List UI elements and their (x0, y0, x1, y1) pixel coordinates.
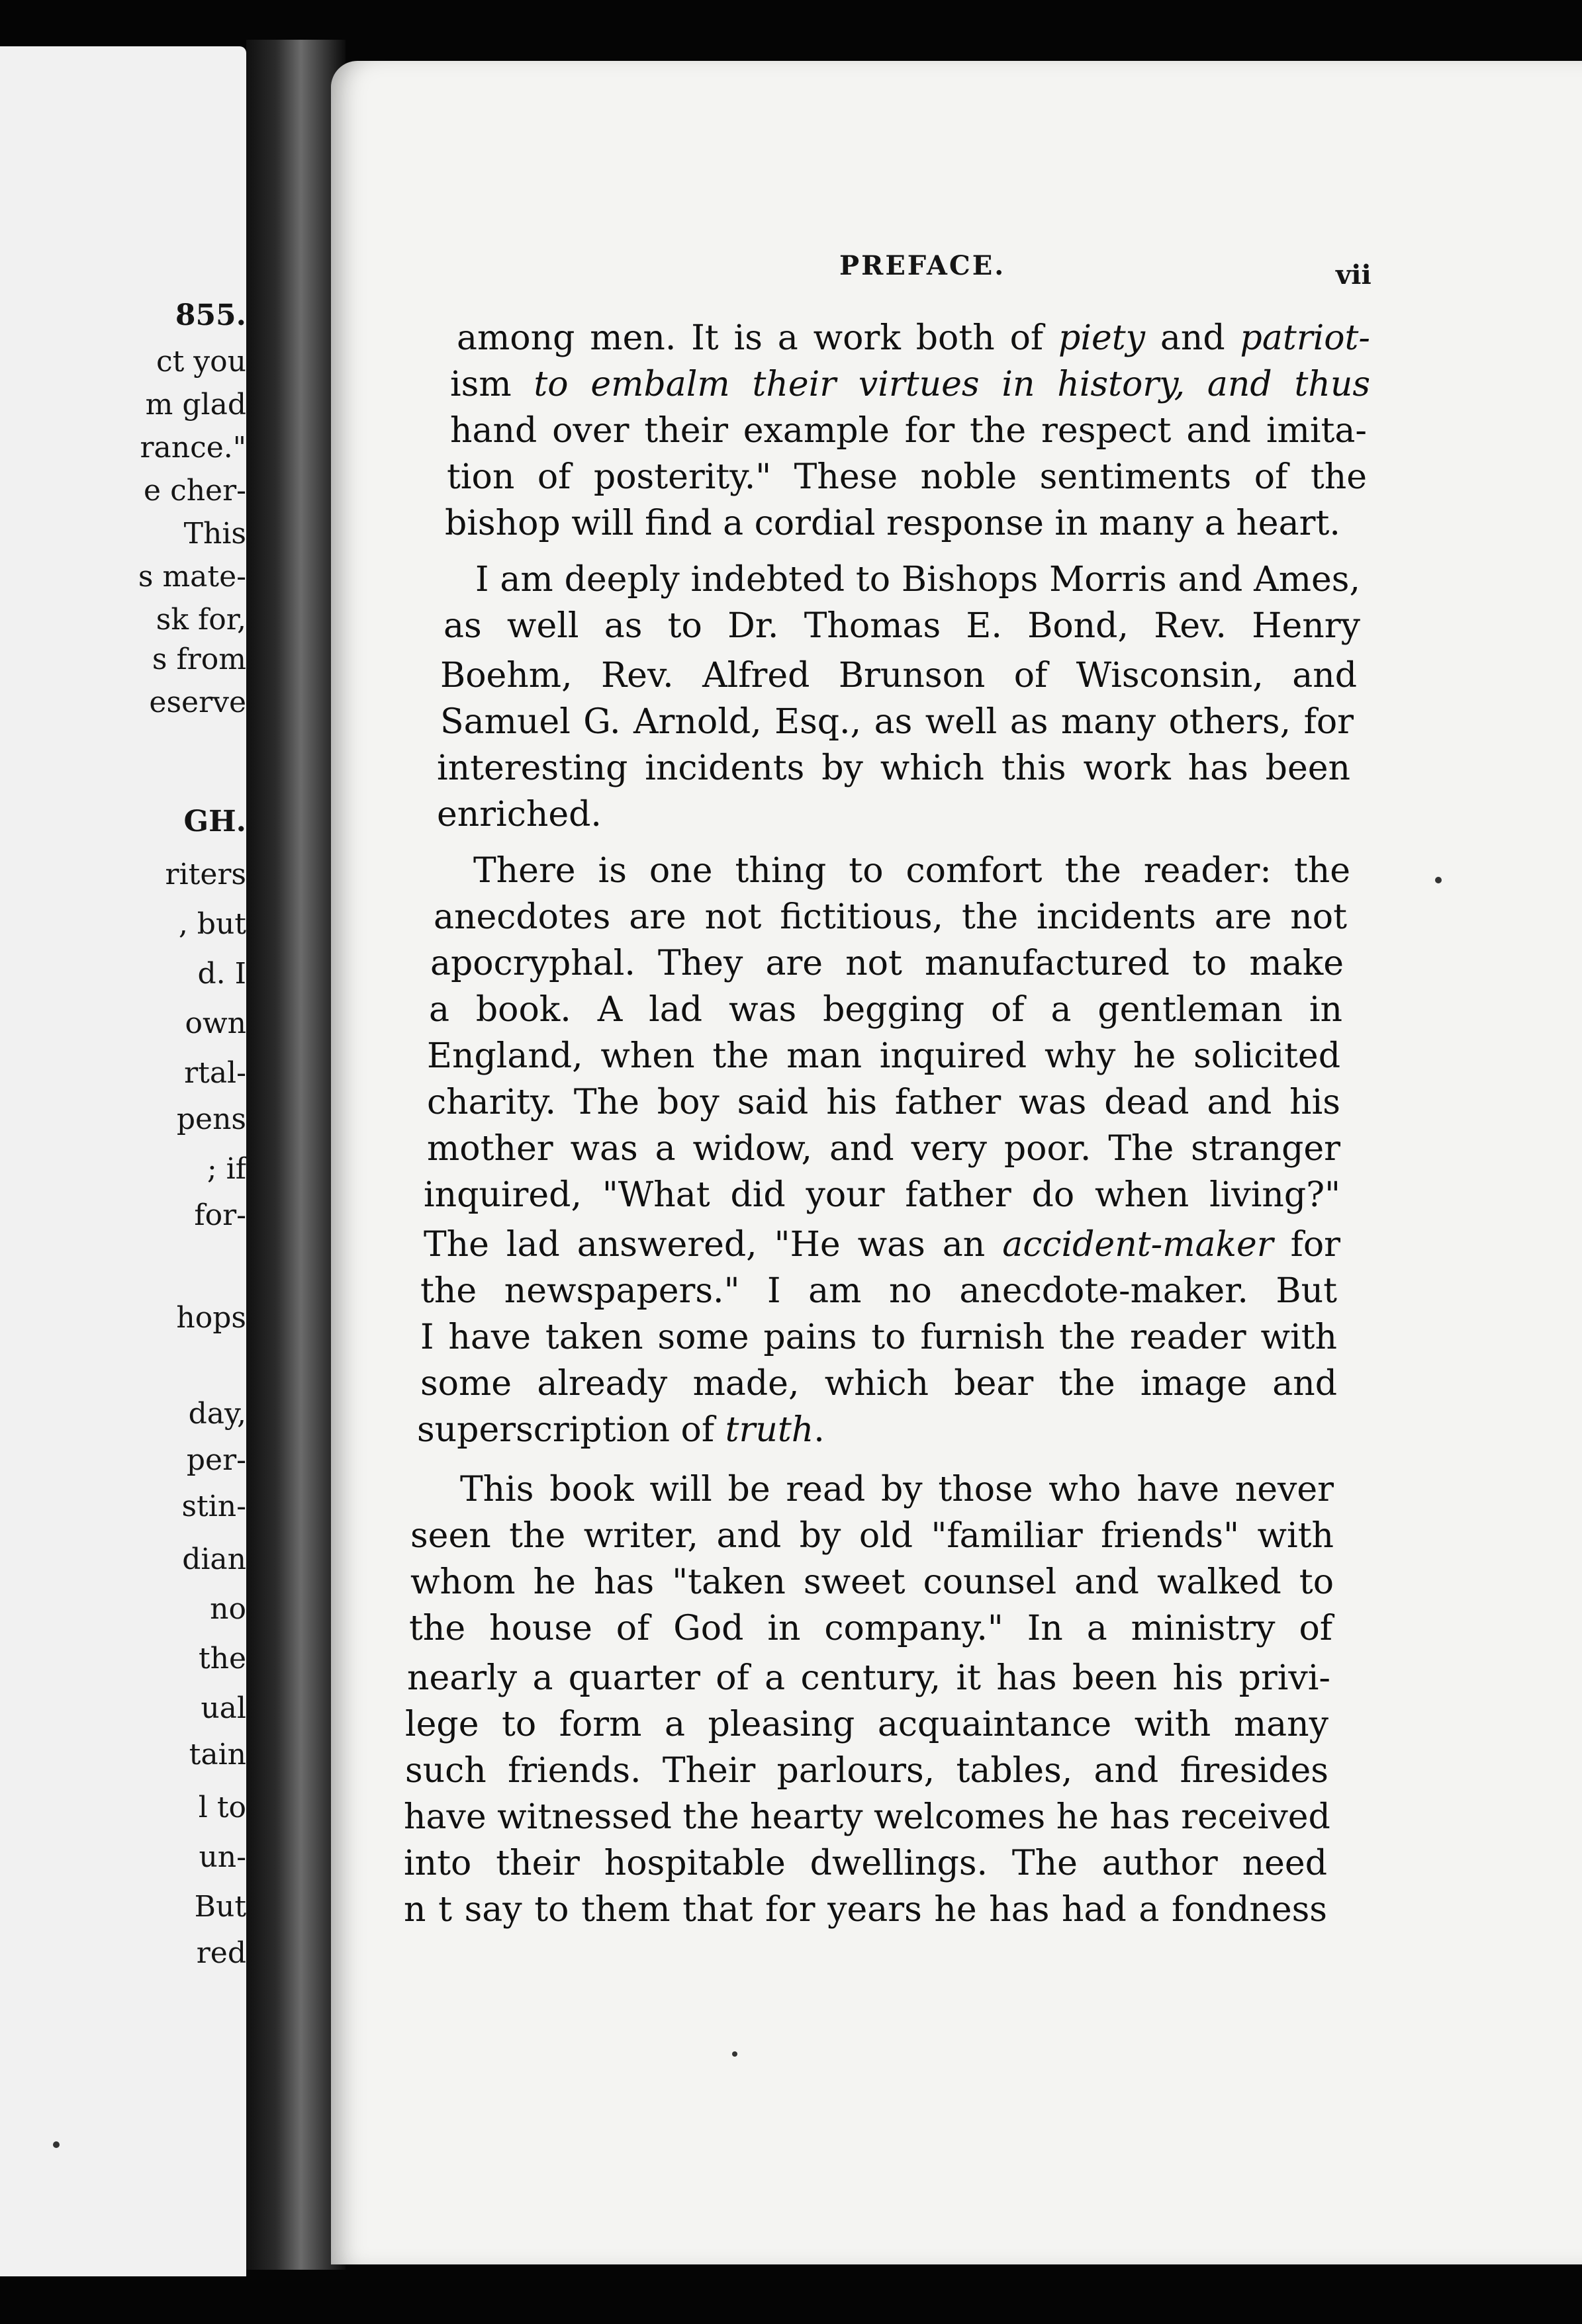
text-line (450, 411, 1367, 451)
text-line (429, 990, 1342, 1030)
text-line (410, 1562, 1334, 1602)
text-line (420, 1320, 1337, 1355)
text-line (407, 1658, 1330, 1698)
left-page-line: no (210, 1592, 246, 1626)
ink-speck (732, 2051, 737, 2057)
text-run: I have taken some pains to furnish the reader with (420, 1318, 1337, 1357)
text-run: a book. A lad was begging of a gentleman in (429, 990, 1342, 1030)
left-page-line: dian (182, 1542, 246, 1576)
italic-word: accident-maker (1002, 1225, 1274, 1265)
text-run: There is one thing to comfort the reader: the (473, 851, 1350, 891)
text-line (475, 560, 1360, 600)
text-run: bishop will find a cordial response in many a heart. (445, 504, 1340, 543)
left-page-line: But (194, 1890, 246, 1924)
left-page-line: s mate- (138, 560, 246, 594)
text-run: mother was a widow, and very poor. The stranger (427, 1129, 1340, 1169)
text-line (420, 1364, 1337, 1404)
left-page-line: sk for, (156, 603, 246, 637)
text-run: Boehm, Rev. Alfred Brunson of Wisconsin, and (440, 656, 1357, 695)
left-page-line: red (196, 1936, 246, 1970)
text-line (430, 946, 1344, 981)
left-page-line: l to (198, 1791, 246, 1824)
text-run: tion of posterity." These noble sentiments of the (447, 457, 1367, 497)
italic-word: patriot- (1240, 318, 1370, 358)
left-page-line: for- (194, 1198, 246, 1232)
text-run: lege to form a pleasing acquaintance with many (405, 1705, 1328, 1744)
text-run: . (814, 1410, 825, 1450)
text-line (427, 1036, 1340, 1076)
text-run: The lad answered, "He was an (424, 1225, 1003, 1265)
text-run: Samuel G. Arnold, Esq., as well as many others, for (440, 702, 1354, 742)
text-line (404, 1890, 1327, 1930)
text-run: charity. The boy said his father was dead and his (427, 1083, 1340, 1122)
page-number: vii (1336, 259, 1372, 290)
italic-word: piety (1058, 318, 1145, 358)
text-run: ism (450, 365, 512, 404)
text-run: I am deeply indebted to Bishops Morris and Ames, (475, 560, 1360, 600)
left-page-line: rtal- (184, 1056, 246, 1090)
text-line (424, 1225, 1340, 1265)
left-page-line: own (185, 1006, 246, 1040)
text-run: among men. It is a work both of (457, 318, 1059, 358)
left-page-line: ual (201, 1691, 246, 1725)
left-page-line: s from (152, 643, 246, 676)
left-page-line: day, (188, 1397, 246, 1431)
text-run: hand over their example for the respect and imita- (450, 411, 1367, 451)
text-line (460, 1472, 1334, 1507)
italic-word: truth (725, 1410, 814, 1450)
left-page-line: the (198, 1642, 246, 1676)
left-page-line: GH. (183, 805, 246, 838)
left-page-line: , but (178, 907, 246, 941)
text-line (447, 457, 1367, 497)
left-page-line: 855. (175, 298, 246, 332)
text-line (427, 1129, 1340, 1169)
text-line (427, 1085, 1340, 1120)
text-line (409, 1611, 1332, 1646)
text-line (434, 897, 1347, 937)
text-run: as well as to Dr. Thomas E. Bond, Rev. Henry (443, 606, 1360, 646)
text-run: and (1145, 318, 1240, 358)
text-run: nearly a quarter of a century, it has been his privi- (407, 1658, 1330, 1698)
text-line (437, 797, 1350, 832)
text-run: anecdotes are not fictitious, the incidents are not (434, 897, 1347, 937)
text-run: the house of God in company." In a ministry of (409, 1609, 1332, 1648)
text-line (437, 748, 1350, 788)
left-page-line: This (183, 517, 246, 551)
text-run: have witnessed the hearty welcomes he has received (404, 1797, 1330, 1837)
text-line (473, 851, 1350, 891)
left-page-line: per- (186, 1443, 246, 1477)
left-page-line: d. I (197, 957, 246, 991)
text-run: apocryphal. They are not manufactured to make (430, 944, 1344, 983)
text-line (404, 1846, 1327, 1881)
text-run: n t say to them that for years he has had a fondness (404, 1890, 1327, 1930)
text-run: England, when the man inquired why he solicited (427, 1036, 1340, 1076)
text-line (440, 702, 1354, 742)
text-line (417, 1410, 1334, 1450)
text-run: superscription of (417, 1410, 725, 1450)
text-line (405, 1707, 1328, 1742)
text-line (450, 367, 1370, 402)
left-page-line: pens (176, 1102, 246, 1136)
left-page-line: hops (176, 1301, 246, 1335)
text-line (443, 606, 1360, 646)
left-page-line: ; if (207, 1152, 246, 1186)
running-head: PREFACE. (839, 250, 1006, 281)
text-run: enriched. (437, 795, 602, 834)
text-run: for (1273, 1225, 1340, 1265)
text-run: This book will be read by those who have never (460, 1470, 1334, 1509)
text-run: interesting incidents by which this work has been (437, 748, 1350, 788)
italic-word: to embalm their virtues in history, and thus (511, 365, 1370, 404)
text-line (457, 318, 1370, 358)
text-line (404, 1797, 1330, 1837)
left-page (0, 46, 246, 2276)
left-page-line: un- (199, 1840, 246, 1874)
left-page-line: eserve (149, 686, 246, 719)
text-run: the newspapers." I am no anecdote-maker. But (420, 1271, 1337, 1311)
text-line (445, 506, 1365, 541)
text-run: such friends. Their parlours, tables, and firesides (405, 1751, 1328, 1791)
text-run: some already made, which bear the image and (420, 1364, 1337, 1404)
text-run: seen the writer, and by old "familiar friends" with (410, 1516, 1334, 1556)
left-page-line: tain (189, 1738, 246, 1771)
text-run: into their hospitable dwellings. The author need (404, 1844, 1327, 1883)
left-page-line: e cher- (144, 474, 246, 508)
text-line (424, 1175, 1340, 1215)
left-page-line: riters (165, 858, 246, 891)
left-page-line: m glad (145, 388, 246, 422)
text-line (410, 1516, 1334, 1556)
text-run: whom he has "taken sweet counsel and walked to (410, 1562, 1334, 1602)
text-line (440, 658, 1357, 693)
text-line (420, 1271, 1337, 1311)
text-line (405, 1751, 1328, 1791)
ink-speck (1435, 877, 1442, 883)
left-page-line: stin- (181, 1490, 246, 1523)
ink-speck (53, 2141, 60, 2148)
text-run: inquired, "What did your father do when living?" (424, 1175, 1340, 1215)
left-page-line: rance." (140, 431, 246, 465)
left-page-line: ct you (156, 345, 246, 379)
